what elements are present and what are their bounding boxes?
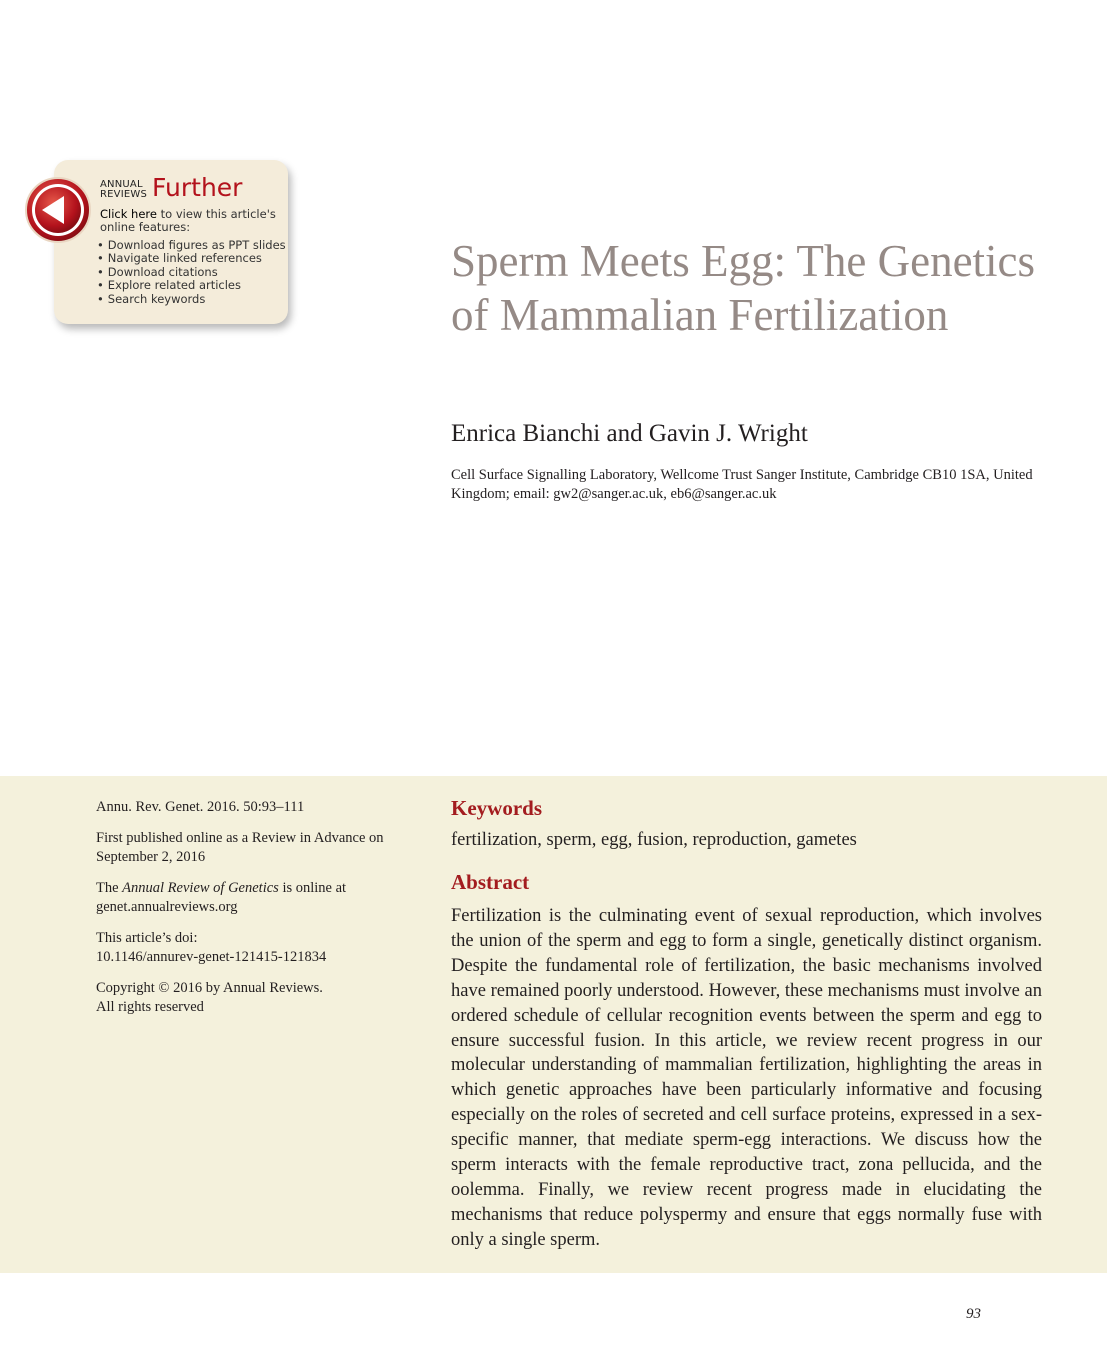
journal-name: Annual Review of Genetics — [122, 880, 279, 896]
further-logo — [100, 173, 243, 202]
back-arrow-icon[interactable] — [24, 176, 92, 244]
feature-related-articles[interactable]: • Explore related articles — [97, 279, 286, 292]
further-intro: Click here to view this article's online features: — [100, 207, 276, 234]
article-authors: Enrica Bianchi and Gavin J. Wright — [451, 420, 808, 447]
citation: Annu. Rev. Genet. 2016. 50:93–111 — [96, 799, 305, 815]
journal-online: The Annual Review of Genetics is online at genet.annualreviews.org — [96, 880, 347, 915]
feature-linked-references[interactable]: • Navigate linked references — [97, 252, 286, 265]
keywords-heading: Keywords — [451, 796, 542, 820]
doi-link[interactable]: 10.1146/annurev-genet-121415-121834 — [96, 949, 327, 965]
author-affiliation: Cell Surface Signalling Laboratory, Wellcome Trust Sanger Institute, Cambridge CB10 1SA, United Kingdom; email: gw2@sanger.ac.uk, eb6@sanger.ac.uk — [451, 467, 1033, 502]
copyright: Copyright © 2016 by Annual Reviews. All rights reserved — [96, 980, 323, 1015]
further-label: Further — [152, 173, 243, 202]
article-title: Sperm Meets Egg: The Genetics of Mammalian Fertilization — [451, 236, 1036, 340]
feature-download-citations[interactable]: • Download citations — [97, 266, 286, 279]
abstract-text: Fertilization is the culminating event of sexual reproduction, which involves the union of the sperm and egg to form a single, genetically distinct organism. Despite the fundamental role of fertilization, the basic mechanisms involved have remained poorly understood. However, these mechanisms must involve an ordered schedule of cellular recognition events between the sperm and egg to ensure successful fusion. In this article, we review recent progress in our molecular understanding of mammalian fertilization, highlighting the areas in which genetic approaches have been particularly informative and focusing especially on the roles of secreted and cell surface proteins, expressed in a sex-specific manner, that mediate sperm-egg interactions. We discuss how the sperm interacts with the female reproductive tract, zona pellucida, and the oolemma. Finally, we review recent progress made in elucidating the mechanisms that reduce polyspermy and ensure that eggs normally fuse with only a single sperm. — [451, 906, 1042, 1250]
first-published: First published online as a Review in Advance on September 2, 2016 — [96, 830, 384, 865]
further-widget[interactable] — [54, 160, 288, 324]
doi: This article’s doi: 10.1146/annurev-genet-121415-121834 — [96, 930, 327, 965]
article-metadata — [96, 798, 411, 1029]
click-here-link[interactable]: Click here — [100, 207, 157, 221]
page-number: 93 — [966, 1306, 981, 1322]
feature-search-keywords[interactable]: • Search keywords — [97, 293, 286, 306]
feature-download-figures[interactable]: • Download figures as PPT slides — [97, 239, 286, 252]
annual-reviews-label: ANNUAL REVIEWS — [100, 179, 148, 200]
abstract-heading: Abstract — [451, 870, 530, 894]
further-feature-list — [97, 239, 286, 306]
keywords-text: fertilization, sperm, egg, fusion, reproduction, gametes — [451, 830, 857, 850]
